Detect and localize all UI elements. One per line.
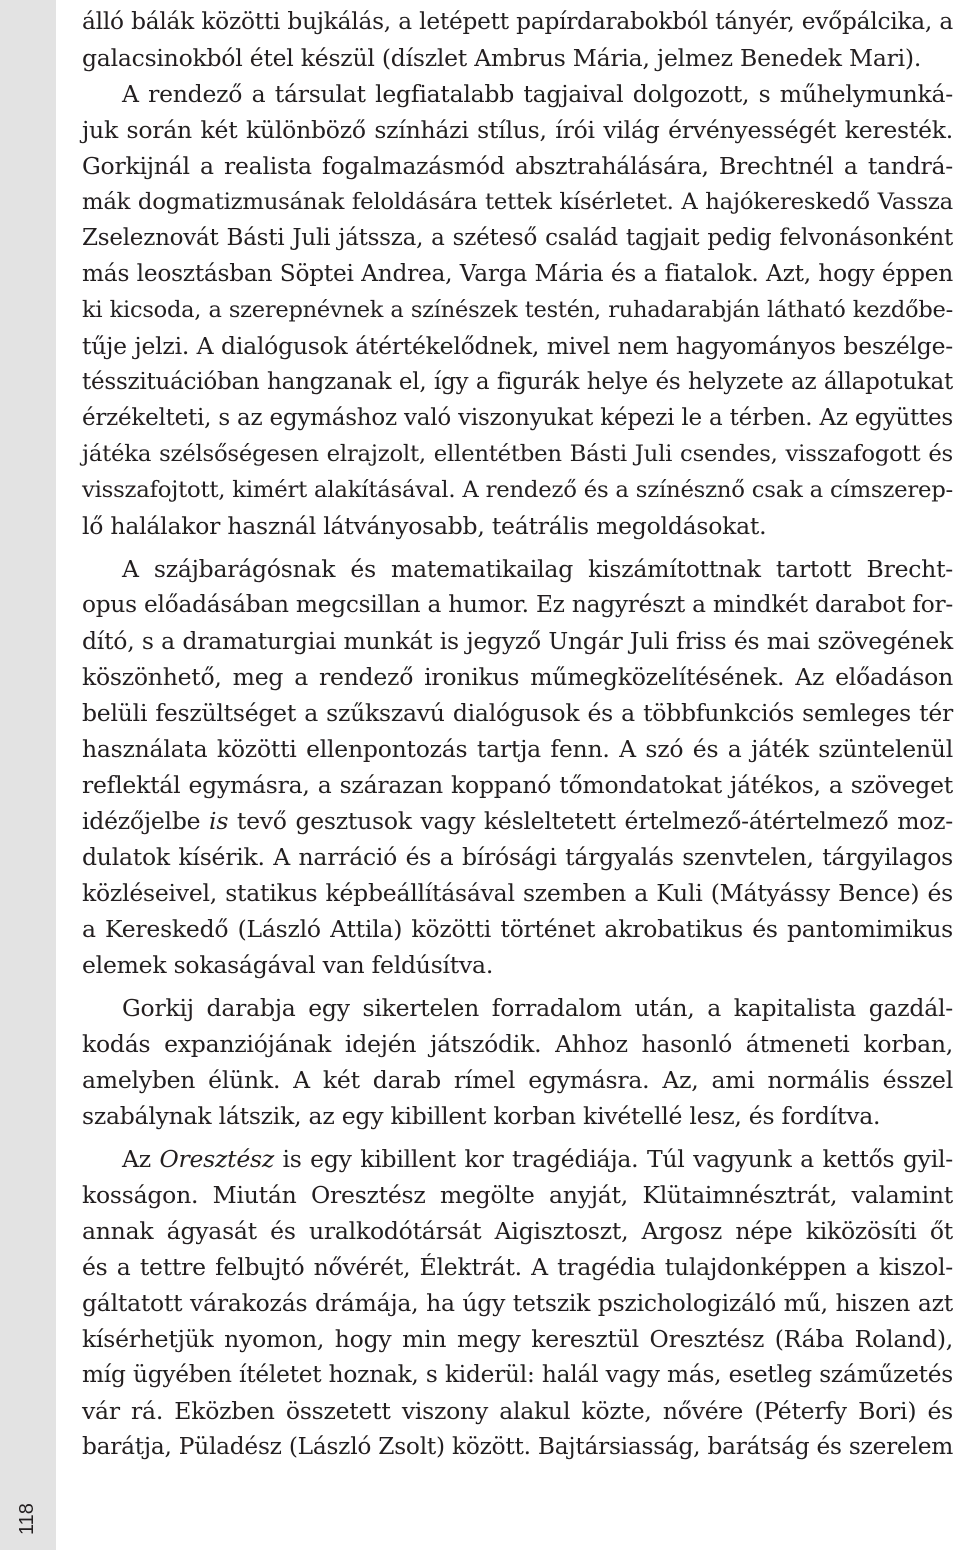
- text-line: Gorkijnál a realista fogalmazásmód absztrahálására, Brechtnél a tandrá-: [82, 152, 953, 180]
- text-line: játéka szélsőségesen elrajzolt, ellentétben Básti Juli csendes, visszafogott és: [82, 441, 953, 467]
- page-margin-band: [0, 0, 56, 1550]
- page-number: 118: [15, 1503, 38, 1535]
- text-line: mák dogmatizmusának feloldására tettek kísérletet. A hajókereskedő Vassza: [82, 189, 953, 215]
- text-line: más leosztásban Söptei Andrea, Varga Mária és a fiatalok. Azt, hogy éppen: [82, 260, 953, 287]
- text-line: galacsinokból étel készül (díszlet Ambrus Mária, jelmez Benedek Mari).: [82, 44, 922, 72]
- text-line: gáltatott várakozás drámája, ha úgy tetszik pszichologizáló mű, hiszen azt: [82, 1289, 953, 1317]
- text-line: és a tettre felbujtó nővérét, Élektrát. A tragédia tulajdonképpen a kiszol-: [82, 1253, 953, 1281]
- text-line: kísérhetjük nyomon, hogy min megy keresztül Oresztész (Rába Roland),: [82, 1325, 953, 1353]
- text-line: annak ágyasát és uralkodótársát Aigisztoszt, Argosz népe kiközösíti őt: [82, 1217, 953, 1245]
- paragraph-3: [82, 990, 953, 1134]
- text-line: idézőjelbe is tevő gesztusok vagy késleltetett értelmező-átértelmező moz-: [82, 807, 954, 835]
- text-line: álló bálák közötti bujkálás, a letépett papírdarabokból tányér, evőpálcika, a: [82, 8, 953, 35]
- text-line: míg ügyében ítéletet hoznak, s kiderül: halál vagy más, esetleg száműzetés: [82, 1361, 953, 1388]
- text-line: A szájbarágósnak és matematikailag kiszámítottnak tartott Brecht-: [122, 555, 953, 583]
- text-line: szabálynak látszik, az egy kibillent korban kivétellé lesz, és fordítva.: [82, 1102, 881, 1130]
- text-line: használata közötti ellenpontozás tartja fenn. A szó és a játék szüntelenül: [82, 735, 953, 763]
- text-line: elemek sokaságával van feldúsítva.: [82, 951, 494, 979]
- text-line: ki kicsoda, a szerepnévnek a színészek testén, ruhadarabján látható kezdőbe-: [82, 297, 953, 323]
- paragraph-1: [82, 4, 953, 544]
- text-line: barátja, Püladész (László Zsolt) között. Bajtársiasság, barátság és szerelem: [82, 1433, 954, 1460]
- text-line: tésszituációban hangzanak el, így a figurák helye és helyzete az állapotukat: [82, 369, 953, 395]
- text-line: dulatok kísérik. A narráció és a bírósági tárgyalás szenvtelen, tárgyilagos: [82, 843, 953, 871]
- text-line: A rendező a társulat legfiatalabb tagjaival dolgozott, s műhelymunká-: [122, 80, 953, 108]
- text-line: Az Oresztész is egy kibillent kor tragédiája. Túl vagyunk a kettős gyil-: [122, 1145, 953, 1173]
- text-line: juk során két különböző színházi stílus, írói világ érvényességét keresték.: [82, 116, 953, 144]
- text-line: köszönhető, meg a rendező ironikus műmegközelítésének. Az előadáson: [82, 663, 953, 691]
- text-line: érzékelteti, s az egymáshoz való viszonyukat képezi le a térben. Az együttes: [82, 405, 953, 431]
- text-line: amelyben élünk. A két darab rímel egymásra. Az, ami normális ésszel: [82, 1066, 953, 1094]
- text-line: közléseivel, statikus képbeállításával szemben a Kuli (Mátyássy Bence) és: [82, 879, 953, 907]
- text-line: kodás expanziójának idején játszódik. Ahhoz hasonló átmeneti korban,: [82, 1030, 953, 1058]
- text-line: tűje jelzi. A dialógusok átértékelődnek, mivel nem hagyományos beszélge-: [82, 332, 953, 360]
- text-line: dító, s a dramaturgiai munkát is jegyző Ungár Juli friss és mai szövegének: [82, 627, 953, 655]
- text-line: a Kereskedő (László Attila) közötti történet akrobatikus és pantomimikus: [82, 915, 953, 943]
- paragraph-4: [82, 1141, 953, 1465]
- text-line: belüli feszültséget a szűkszavú dialógusok és a többfunkciós semleges tér: [82, 699, 953, 727]
- text-line: vár rá. Eközben összetett viszony alakul közte, nővére (Péterfy Bori) és: [82, 1397, 953, 1425]
- text-line: Gorkij darabja egy sikertelen forradalom után, a kapitalista gazdál-: [122, 994, 953, 1022]
- text-line: lő halálakor használ látványosabb, teátrális megoldásokat.: [82, 512, 767, 540]
- text-line: reflektál egymásra, a szárazan koppanó tőmondatokat játékos, a szöveget: [82, 771, 953, 799]
- text-line: visszafojtott, kimért alakításával. A rendező és a színésznő csak a címszerep-: [82, 477, 953, 503]
- text-line: Zseleznovát Básti Juli játssza, a széteső család tagjait pedig felvonásonként: [82, 225, 953, 251]
- article-body: [82, 4, 953, 1472]
- paragraph-2: [82, 551, 953, 983]
- text-line: opus előadásában megcsillan a humor. Ez nagyrészt a mindkét darabot for-: [82, 591, 954, 618]
- text-line: kosságon. Miután Oresztész megölte anyját, Klütaimnésztrát, valamint: [82, 1181, 953, 1209]
